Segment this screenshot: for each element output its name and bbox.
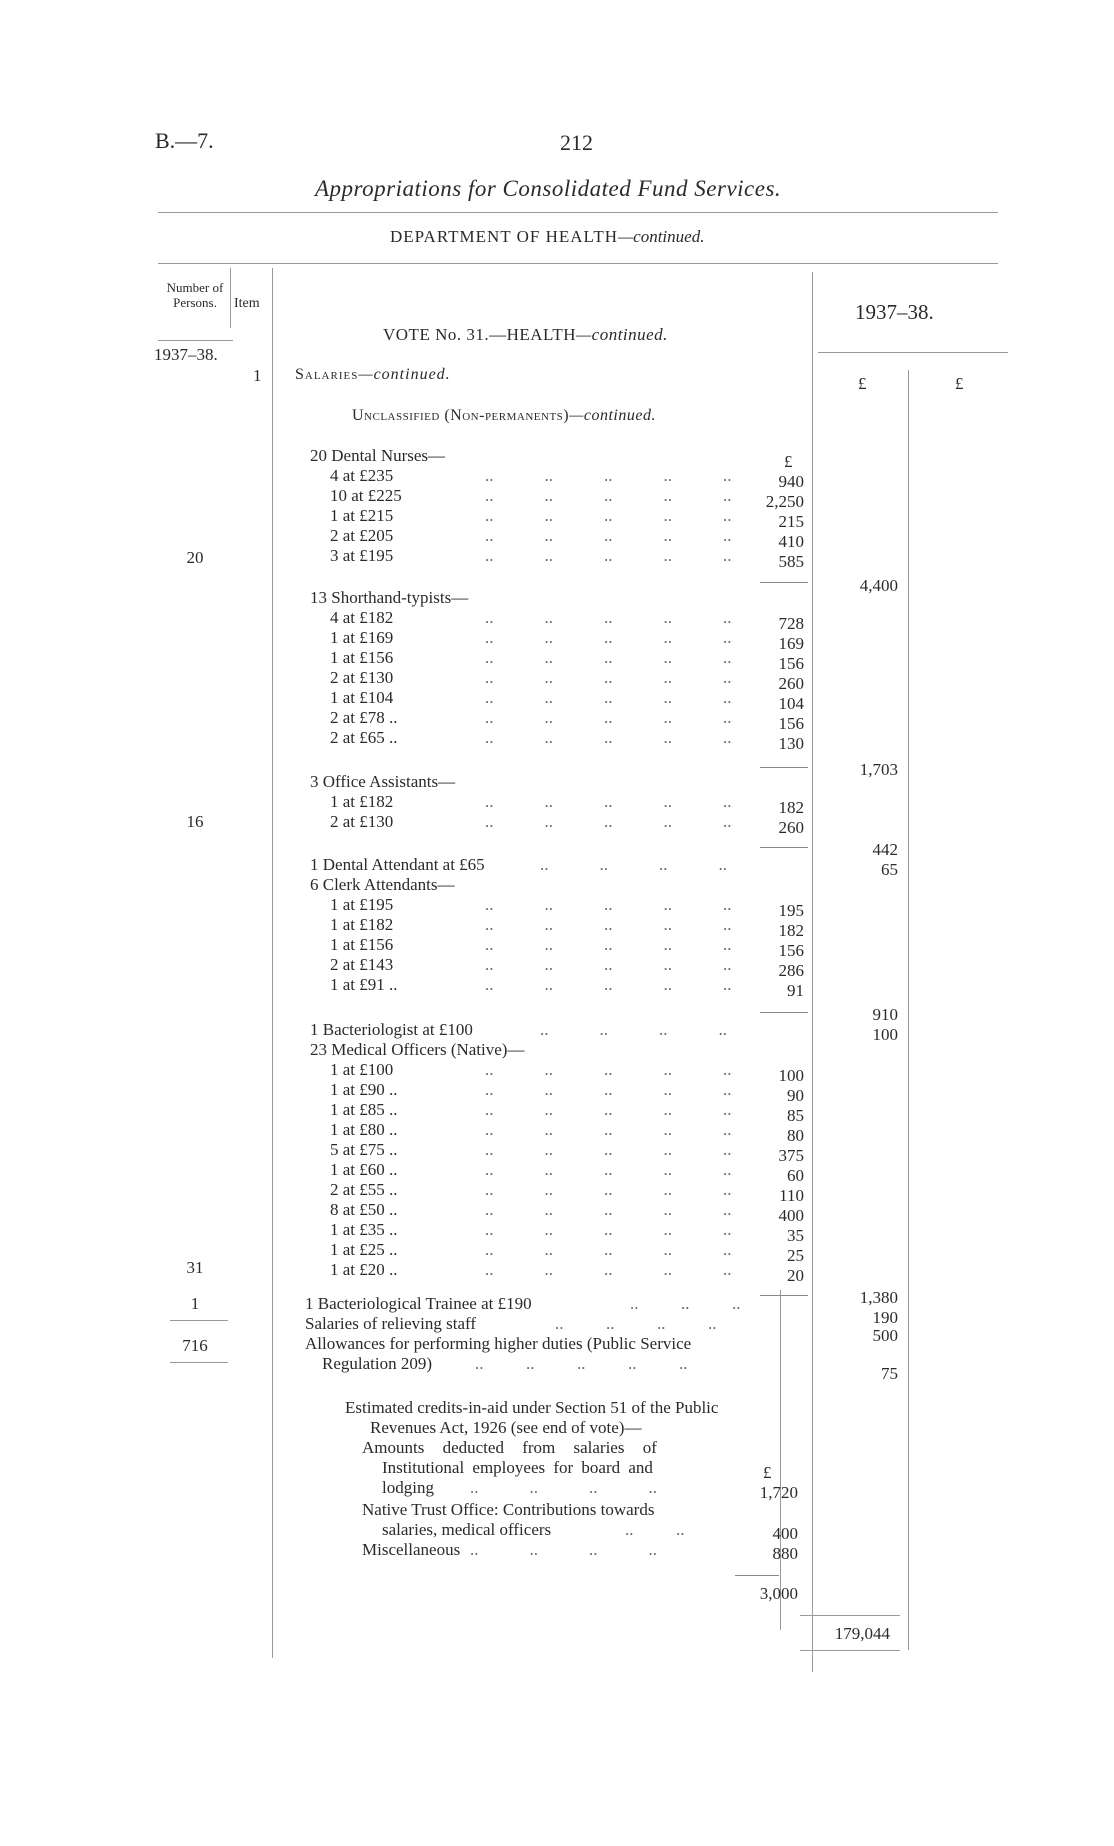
estimated-total: 3,000 [759,1584,798,1603]
leader-dots: .. .. .. .. [470,1540,657,1559]
column-divider-inner [780,1290,781,1630]
leader-dots: .. .. .. .. .. [485,466,732,485]
estimated-native-1: Native Trust Office: Contributions towards [362,1500,655,1519]
leader-dots: .. .. .. .. .. [485,728,732,747]
row-label: 5 at £75 .. [330,1140,398,1159]
pound-symbol-right: £ [955,374,964,393]
leader-dots: .. .. .. .. .. [485,1260,732,1279]
row-label: 1 at £85 .. [330,1100,398,1119]
row-amount: 91 [787,981,804,1000]
row-amount: 940 [778,472,804,491]
subtotal-dental-nurses: 4,400 [859,576,898,595]
unclassified-heading [352,407,656,425]
persons-trainee: 1 [190,1294,200,1313]
dental-attendant-label: 1 Dental Attendant at £65 [310,855,485,874]
column-divider-item-text [272,268,273,1658]
vote-continued: —continued. [576,325,668,344]
salaries-continued: —continued. [358,366,451,383]
estimated-native-value: 400 [772,1524,798,1543]
leader-dots: .. .. .. .. .. [485,915,732,934]
leader-dots: .. .. .. .. [555,1314,717,1333]
row-amount: 260 [778,674,804,693]
estimated-intro-1: Estimated credits-in-aid under Section 51 of the Public [345,1398,719,1417]
row-amount: 182 [778,798,804,817]
row-amount: 156 [778,714,804,733]
estimated-amounts-2: Institutional employees for board and [382,1458,653,1477]
estimated-intro-2: Revenues Act, 1926 (see end of vote)— [370,1418,642,1437]
leader-dots: .. .. .. .. [540,1020,727,1039]
department-continued: —continued. [618,227,705,246]
leader-dots: .. .. .. .. .. [485,1080,732,1099]
leader-dots: .. .. .. .. .. [485,1060,732,1079]
leader-dots: .. .. .. .. .. [485,628,732,647]
grand-total: 179,044 [834,1624,890,1643]
row-amount: 90 [787,1086,804,1105]
unclassified-continued: —continued. [569,407,656,424]
row-amount: 104 [778,694,804,713]
row-label: 1 at £35 .. [330,1220,398,1239]
leader-dots: .. .. .. .. .. [485,955,732,974]
row-amount: 728 [778,614,804,633]
row-amount: 156 [778,654,804,673]
row-amount: 60 [787,1166,804,1185]
row-label: 2 at £143 [330,955,394,974]
leader-dots: .. .. .. .. .. [485,668,732,687]
salaries-heading [295,366,451,384]
row-label: 2 at £130 [330,668,394,687]
estimated-total-rule [735,1575,779,1576]
vote-heading [383,325,668,345]
row-label: 4 at £235 [330,466,394,485]
vote-label: VOTE No. 31.—HEALTH [383,325,577,344]
department-heading [390,227,704,247]
subtotal-rule [760,582,808,583]
estimated-misc: Miscellaneous [362,1540,461,1559]
group-heading-medical-officers: 23 Medical Officers (Native)— [310,1040,525,1059]
row-amount: 182 [778,921,804,940]
estimated-amounts-3: lodging [382,1478,434,1497]
page-title: Appropriations for Consolidated Fund Services. [315,176,782,201]
row-label: 1 at £169 [330,628,394,647]
leader-dots: .. .. .. .. .. [485,648,732,667]
persons-medical-officers: 31 [186,1258,204,1277]
estimated-native-2: salaries, medical officers [382,1520,552,1539]
dental-attendant-total: 65 [881,860,898,879]
row-label: 2 at £205 [330,526,394,545]
row-label: 2 at £130 [330,812,394,831]
row-amount: 100 [778,1066,804,1085]
subtotal-clerk-attendants: 910 [872,1005,898,1024]
estimated-amounts-value: 1,720 [759,1483,798,1502]
trainee-label: 1 Bacteriological Trainee at £190 [305,1294,532,1313]
leader-dots: .. .. .. .. .. [485,1180,732,1199]
page-reference: B.—7. [155,128,214,153]
leader-dots: .. .. .. .. .. [485,486,732,505]
year-header-left: 1937–38. [154,345,218,364]
estimated-misc-value: 880 [772,1544,798,1563]
year-rule-left [158,340,233,341]
row-amount: 169 [778,634,804,653]
page-number: 212 [560,130,593,155]
row-label: 1 at £60 .. [330,1160,398,1179]
leader-dots: .. .. .. .. .. [485,608,732,627]
department-name: DEPARTMENT OF HEALTH [390,227,619,246]
leader-dots: .. .. .. .. .. [485,1140,732,1159]
item-header: Item [234,296,260,311]
pound-symbol-left: £ [858,374,867,393]
leader-dots: .. .. .. .. .. [485,526,732,545]
leader-dots: .. .. .. .. .. [485,812,732,831]
group-heading-dental-nurses: 20 Dental Nurses— [310,446,446,465]
row-label: 1 at £156 [330,648,394,667]
trainee-total: 190 [872,1308,898,1327]
row-label: 2 at £65 .. [330,728,398,747]
row-amount: 260 [778,818,804,837]
allowances-label: Allowances for performing higher duties (Public Service [305,1334,692,1353]
row-amount: 286 [778,961,804,980]
row-label: 3 at £195 [330,546,394,565]
subtotal-medical-officers: 1,380 [859,1288,898,1307]
group-heading-office-assistants: 3 Office Assistants— [310,772,456,791]
persons-rule [170,1320,228,1321]
allowances-total: 75 [881,1364,898,1383]
year-header-right: 1937–38. [855,300,934,324]
persons-dental-nurses: 20 [186,548,204,567]
relieving-total: 500 [872,1326,898,1345]
subtotal-rule [760,1295,808,1296]
leader-dots: .. .. .. .. .. [485,1200,732,1219]
row-amount: 375 [778,1146,804,1165]
row-label: 1 at £90 .. [330,1080,398,1099]
leader-dots: .. .. .. .. .. [485,895,732,914]
column-divider-persons-item [230,268,231,328]
subtotal-rule [760,767,808,768]
group-heading-shorthand-typists: 13 Shorthand-typists— [310,588,469,607]
row-amount: 35 [787,1226,804,1245]
row-amount: 215 [778,512,804,531]
subtotal-rule [760,847,808,848]
row-label: 10 at £225 [330,486,402,505]
group-heading-clerk-attendants: 6 Clerk Attendants— [310,875,455,894]
pound-symbol-inner: £ [784,452,793,471]
row-label: 1 at £182 [330,792,394,811]
relieving-label: Salaries of relieving staff [305,1314,477,1333]
row-label: 1 at £91 .. [330,975,398,994]
salaries-label: Salaries [295,366,359,383]
leader-dots: .. .. .. .. .. [485,708,732,727]
title-rule [158,212,998,213]
row-amount: 195 [778,901,804,920]
leader-dots: .. .. .. .. .. [485,546,732,565]
total-persons: 716 [182,1336,208,1355]
leader-dots: .. .. .. .. .. [485,1240,732,1259]
row-amount: 85 [787,1106,804,1125]
leader-dots: .. .. .. .. .. [485,792,732,811]
number-of-persons-header: Number of Persons. [166,280,224,310]
department-rule [158,263,998,264]
year-rule-right [818,352,1008,353]
column-divider-money [908,370,909,1650]
row-amount: 585 [778,552,804,571]
allowances-label-line2: Regulation 209) [322,1354,433,1373]
row-label: 1 at £104 [330,688,394,707]
row-label: 1 at £182 [330,915,394,934]
leader-dots: .. .. .. .. .. [485,1100,732,1119]
row-label: 1 at £80 .. [330,1120,398,1139]
persons-total-rule [170,1362,228,1363]
leader-dots: .. .. .. .. .. [485,506,732,525]
leader-dots: .. .. .. .. .. [485,1160,732,1179]
row-amount: 410 [778,532,804,551]
subtotal-office-assistants: 442 [872,840,898,859]
row-label: 1 at £100 [330,1060,394,1079]
leader-dots: .. .. .. .. .. [485,1220,732,1239]
leader-dots: .. .. .. [630,1294,741,1313]
leader-dots: .. .. .. .. .. [485,688,732,707]
bacteriologist-total: 100 [872,1025,898,1044]
row-label: 8 at £50 .. [330,1200,398,1219]
row-amount: 2,250 [765,492,804,511]
leader-dots: .. .. .. .. .. [475,1354,688,1373]
row-label: 2 at £78 .. [330,708,398,727]
leader-dots: .. .. .. .. .. [485,975,732,994]
estimated-pound: £ [763,1463,772,1482]
estimated-amounts-1: Amounts deducted from salaries of [362,1438,657,1457]
leader-dots: .. .. .. .. [470,1478,657,1497]
row-label: 4 at £182 [330,608,394,627]
leader-dots: .. .. .. .. .. [485,1120,732,1139]
row-label: 1 at £20 .. [330,1260,398,1279]
persons-office-assistants: 16 [186,812,204,831]
leader-dots: .. .. [625,1520,685,1539]
row-amount: 25 [787,1246,804,1265]
row-amount: 400 [778,1206,804,1225]
column-divider-text-money [812,272,813,1672]
row-amount: 80 [787,1126,804,1145]
leader-dots: .. .. .. .. .. [485,935,732,954]
row-amount: 156 [778,941,804,960]
row-amount: 110 [779,1186,804,1205]
row-amount: 20 [787,1266,804,1285]
item-number: 1 [253,366,262,385]
row-label: 1 at £156 [330,935,394,954]
leader-dots: .. .. .. .. [540,855,727,874]
grand-total-rule-bottom [800,1650,900,1651]
row-label: 1 at £25 .. [330,1240,398,1259]
row-label: 2 at £55 .. [330,1180,398,1199]
row-amount: 130 [778,734,804,753]
row-label: 1 at £215 [330,506,394,525]
subtotal-rule [760,1012,808,1013]
grand-total-rule-top [800,1615,900,1616]
row-label: 1 at £195 [330,895,394,914]
bacteriologist-label: 1 Bacteriologist at £100 [310,1020,473,1039]
unclassified-label: Unclassified (Non-permanents) [352,407,570,424]
subtotal-shorthand-typists: 1,703 [859,760,898,779]
